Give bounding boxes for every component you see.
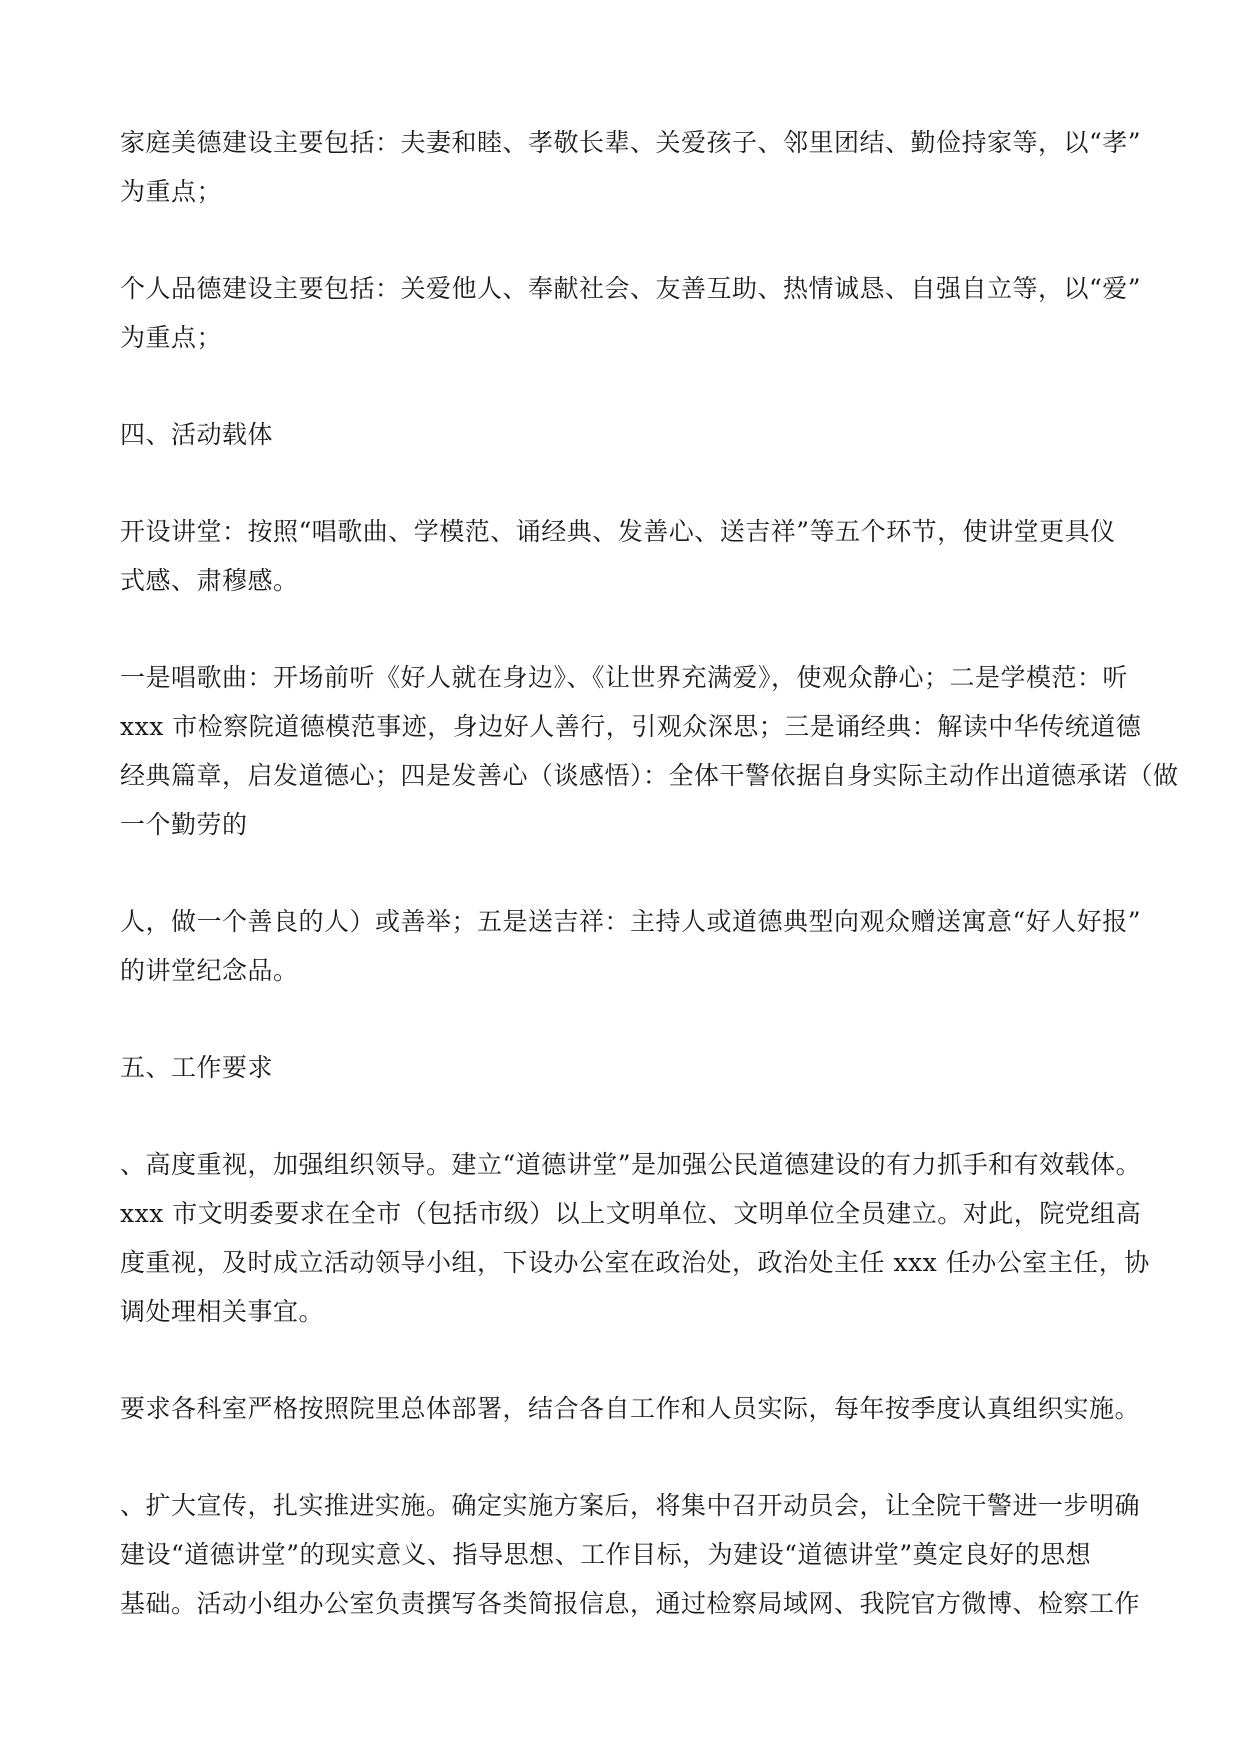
- heading-text: 四、活动载体: [120, 420, 274, 449]
- text-line: 要求各科室严格按照院里总体部署，结合各自工作和人员实际，每年按季度认真组织实施。: [120, 1394, 1141, 1423]
- paragraph-five-steps-continued: [120, 897, 1142, 995]
- text-line: 、扩大宣传，扎实推进实施。确定实施方案后，将集中召开动员会，让全院干警进一步明确: [120, 1491, 1141, 1520]
- paragraph-family-virtue: [120, 118, 1142, 216]
- paragraph-requirement-publicity: [120, 1481, 1141, 1628]
- heading-text: 五、工作要求: [120, 1053, 274, 1082]
- text-line: 建设“道德讲堂”的现实意义、指导思想、工作目标，为建设“道德讲堂”奠定良好的思想: [120, 1540, 1092, 1569]
- text-line: 家庭美德建设主要包括：夫妻和睦、孝敬长辈、关爱孩子、邻里团结、勤俭持家等，以“孝”: [120, 128, 1142, 157]
- text-line: 人，做一个善良的人）或善举；五是送吉祥：主持人或道德典型向观众赠送寓意“好人好报”: [120, 907, 1142, 936]
- text-line: xxx 市检察院道德模范事迹，身边好人善行，引观众深思；三是诵经典：解读中华传统道德: [120, 712, 1142, 741]
- text-line: 开设讲堂：按照“唱歌曲、学模范、诵经典、发善心、送吉祥”等五个环节，使讲堂更具仪: [120, 517, 1116, 546]
- text-line: 度重视，及时成立活动领导小组，下设办公室在政治处，政治处主任 xxx 任办公室主任，协: [120, 1248, 1150, 1277]
- paragraph-five-steps: [120, 653, 1179, 849]
- text-line: 一是唱歌曲：开场前听《好人就在身边》、《让世界充满爱》，使观众静心；二是学模范：听: [120, 663, 1129, 692]
- text-line: 为重点；: [120, 177, 223, 206]
- paragraph-personal-virtue: [120, 264, 1142, 362]
- text-line: 的讲堂纪念品。: [120, 956, 299, 985]
- text-line: xxx 市文明委要求在全市（包括市级）以上文明单位、文明单位全员建立。对此，院党组高: [120, 1199, 1142, 1228]
- paragraph-requirement-implementation: [120, 1384, 1141, 1433]
- section-heading-activity-carrier: [120, 410, 1122, 459]
- text-line: 个人品德建设主要包括：关爱他人、奉献社会、友善互助、热情诚恳、自强自立等，以“爱”: [120, 274, 1142, 303]
- text-line: 、高度重视，加强组织领导。建立“道德讲堂”是加强公民道德建设的有力抓手和有效载体。: [120, 1150, 1142, 1179]
- text-line: 经典篇章，启发道德心；四是发善心（谈感悟）：全体干警依据自身实际主动作出道德承诺（做: [120, 761, 1179, 790]
- text-line: 调处理相关事宜。: [120, 1297, 325, 1326]
- paragraph-requirement-leadership: [120, 1140, 1150, 1336]
- section-heading-work-requirements: [120, 1043, 1122, 1092]
- text-line: 一个勤劳的: [120, 810, 248, 839]
- text-line: 为重点；: [120, 323, 223, 352]
- paragraph-lecture-setup: [120, 507, 1122, 605]
- text-line: 基础。活动小组办公室负责撰写各类简报信息，通过检察局域网、我院官方微博、检察工作: [120, 1589, 1141, 1618]
- text-line: 式感、肃穆感。: [120, 566, 299, 595]
